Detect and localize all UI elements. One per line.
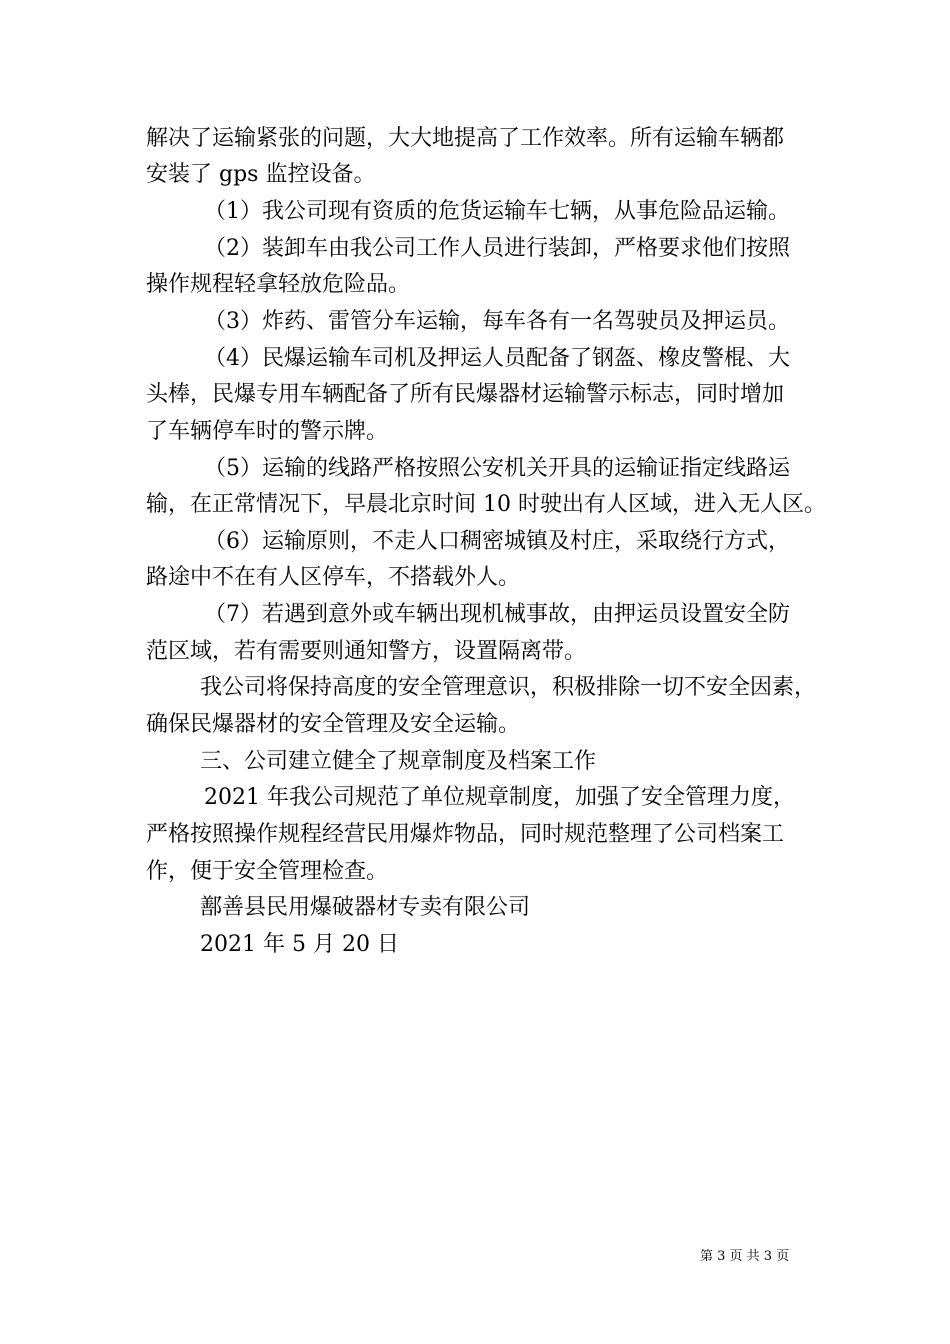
text-line: 路途中不在有人区停车，不搭载外人。 xyxy=(146,565,521,590)
section-heading: 三、公司建立健全了规章制度及档案工作 xyxy=(200,749,597,774)
text-line: 确保民爆器材的安全管理及安全运输。 xyxy=(146,712,521,737)
text-line: 作，便于安全管理检查。 xyxy=(146,859,389,884)
company-signature: 鄯善县民用爆破器材专卖有限公司 xyxy=(200,895,531,920)
text-line: 输，在正常情况下，早晨北京时间 10 时驶出有人区域，进入无人区。 xyxy=(146,492,826,517)
text-line: 严格按照操作规程经营民用爆炸物品，同时规范整理了公司档案工 xyxy=(146,822,785,847)
page-number: 第 3 页 共 3 页 xyxy=(700,1249,790,1264)
text-line: 操作规程轻拿轻放危险品。 xyxy=(146,272,411,297)
list-item-5: （5）运输的线路严格按照公安机关开具的运输证指定线路运 xyxy=(204,456,790,481)
paragraph-start: 2021 年我公司规范了单位规章制度，加强了安全管理力度， xyxy=(204,785,795,810)
list-item-2: （2）装卸车由我公司工作人员进行装卸，严格要求他们按照 xyxy=(204,236,790,261)
list-item-4: （4）民爆运输车司机及押运人员配备了钢盔、橡皮警棍、大 xyxy=(204,346,790,371)
text-line: 头棒，民爆专用车辆配备了所有民爆器材运输警示标志，同时增加 xyxy=(146,382,785,407)
list-item-3: （3）炸药、雷管分车运输，每车各有一名驾驶员及押运员。 xyxy=(204,309,790,334)
text-line: 安装了 gps 监控设备。 xyxy=(146,162,376,187)
list-item-7: （7）若遇到意外或车辆出现机械事故，由押运员设置安全防 xyxy=(204,602,790,627)
signature-date: 2021 年 5 月 20 日 xyxy=(200,932,399,957)
paragraph-start: 我公司将保持高度的安全管理意识，积极排除一切不安全因素， xyxy=(200,675,817,700)
text-line: 解决了运输紧张的问题，大大地提高了工作效率。所有运输车辆都 xyxy=(146,126,785,151)
text-line: 了车辆停车时的警示牌。 xyxy=(146,419,389,444)
list-item-6: （6）运输原则，不走人口稠密城镇及村庄，采取绕行方式， xyxy=(204,529,790,554)
list-item-1: （1）我公司现有资质的危货运输车七辆，从事危险品运输。 xyxy=(204,199,790,224)
text-line: 范区域，若有需要则通知警方，设置隔离带。 xyxy=(146,639,587,664)
